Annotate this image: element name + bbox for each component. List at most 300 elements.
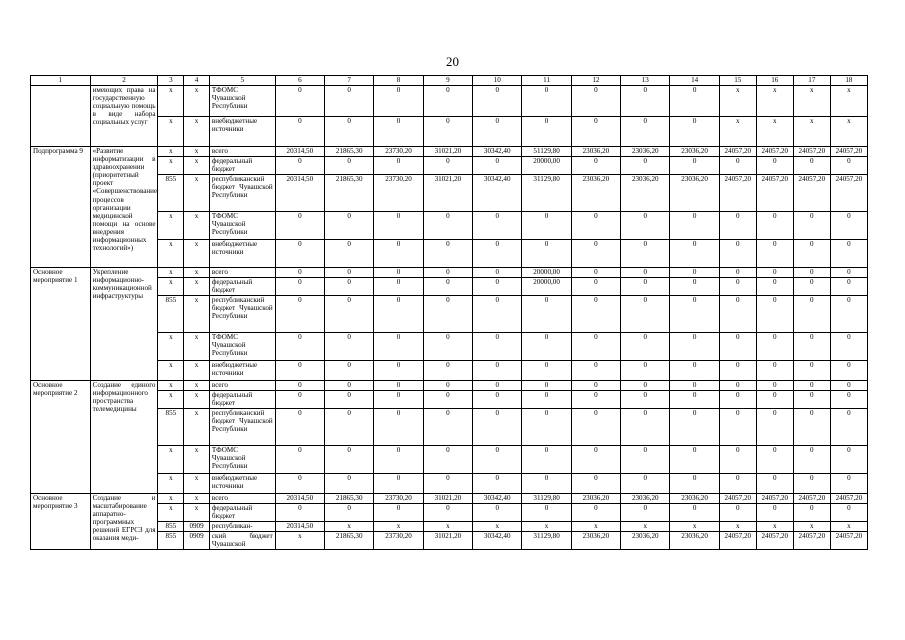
code-rzpr-cell: x [184, 278, 210, 296]
value-cell: 0 [621, 296, 670, 333]
value-cell: 0 [670, 268, 719, 278]
code-grbs-cell: x [158, 474, 184, 494]
value-cell: 24057,20 [793, 147, 830, 157]
code-rzpr-cell: x [184, 504, 210, 522]
value-cell: 23036,20 [571, 147, 620, 157]
value-cell: 23730,20 [374, 494, 423, 504]
value-cell: 0 [830, 278, 867, 296]
value-cell: x [374, 522, 423, 532]
funding-source-cell: ТФОМС Чувашской Республики [209, 446, 275, 474]
value-cell: 0 [719, 212, 756, 240]
code-rzpr-cell: x [184, 494, 210, 504]
value-cell: 0 [473, 446, 522, 474]
value-cell: 0 [275, 278, 324, 296]
table-row [31, 86, 868, 117]
value-cell: 21865,30 [325, 147, 374, 157]
value-cell: 0 [571, 212, 620, 240]
value-cell: 0 [473, 474, 522, 494]
value-cell: 0 [571, 240, 620, 268]
value-cell: 0 [374, 391, 423, 409]
value-cell: 0 [275, 409, 324, 446]
value-cell: 0 [830, 157, 867, 175]
value-cell: 0 [374, 117, 423, 147]
value-cell: 20000,00 [522, 268, 571, 278]
value-cell: 0 [374, 381, 423, 391]
code-grbs-cell: x [158, 361, 184, 381]
value-cell: 0 [621, 474, 670, 494]
value-cell: 0 [325, 86, 374, 117]
value-cell: 0 [522, 381, 571, 391]
value-cell: 0 [571, 117, 620, 147]
value-cell: x [325, 522, 374, 532]
code-grbs-cell: x [158, 157, 184, 175]
value-cell: 24057,20 [719, 147, 756, 157]
value-cell: 0 [325, 268, 374, 278]
value-cell: 0 [670, 157, 719, 175]
budget-table [30, 75, 868, 550]
value-cell: 0 [522, 117, 571, 147]
column-header: 13 [621, 76, 670, 86]
value-cell: 0 [719, 268, 756, 278]
value-cell: 0 [473, 381, 522, 391]
column-header: 12 [571, 76, 620, 86]
funding-source-cell: внебюджетные источники [209, 117, 275, 147]
value-cell: 0 [670, 391, 719, 409]
value-cell: x [423, 522, 472, 532]
value-cell: 0 [830, 212, 867, 240]
value-cell: 20314,50 [275, 175, 324, 212]
value-cell: 0 [793, 240, 830, 268]
value-cell: 0 [621, 278, 670, 296]
value-cell: x [830, 117, 867, 147]
value-cell: 0 [830, 381, 867, 391]
value-cell: 51129,80 [522, 147, 571, 157]
value-cell: 0 [275, 391, 324, 409]
funding-source-cell: всего [209, 268, 275, 278]
code-rzpr-cell: x [184, 240, 210, 268]
funding-source-cell: республиканский бюджет Чувашской Республики [209, 409, 275, 446]
value-cell: 0 [473, 296, 522, 333]
value-cell: 0 [621, 240, 670, 268]
code-grbs-cell: x [158, 268, 184, 278]
program-name-cell: Создание и масштабирование аппаратно-программных решений ЕГРСЗ для оказания меди- [90, 494, 158, 550]
value-cell: 24057,20 [793, 494, 830, 504]
value-cell: x [621, 522, 670, 532]
value-cell: 0 [473, 409, 522, 446]
value-cell: 0 [719, 278, 756, 296]
value-cell: 0 [473, 117, 522, 147]
value-cell: 20314,50 [275, 522, 324, 532]
code-grbs-cell: x [158, 381, 184, 391]
value-cell: 0 [374, 240, 423, 268]
table-row [31, 147, 868, 157]
value-cell: 0 [719, 333, 756, 361]
value-cell: 0 [621, 446, 670, 474]
value-cell: 0 [670, 240, 719, 268]
value-cell: 0 [571, 391, 620, 409]
value-cell: 0 [621, 409, 670, 446]
value-cell: x [793, 117, 830, 147]
value-cell: 23036,20 [621, 532, 670, 550]
column-header: 1 [31, 76, 91, 86]
value-cell: 0 [423, 361, 472, 381]
value-cell: 0 [571, 381, 620, 391]
value-cell: 0 [522, 296, 571, 333]
value-cell: 24057,20 [756, 532, 793, 550]
value-cell: 0 [374, 361, 423, 381]
column-header: 15 [719, 76, 756, 86]
value-cell: 0 [670, 117, 719, 147]
code-rzpr-cell: x [184, 409, 210, 446]
value-cell: 0 [793, 278, 830, 296]
value-cell: 31129,80 [522, 494, 571, 504]
value-cell: 0 [473, 212, 522, 240]
value-cell: 0 [793, 268, 830, 278]
code-grbs-cell: x [158, 494, 184, 504]
value-cell: 0 [670, 381, 719, 391]
value-cell: 0 [423, 409, 472, 446]
value-cell: 0 [621, 86, 670, 117]
value-cell: 0 [325, 157, 374, 175]
column-header: 2 [90, 76, 158, 86]
column-header: 7 [325, 76, 374, 86]
value-cell: 0 [522, 212, 571, 240]
value-cell: 0 [374, 212, 423, 240]
funding-source-cell: внебюджетные источники [209, 474, 275, 494]
value-cell: 21865,30 [325, 494, 374, 504]
value-cell: 0 [621, 381, 670, 391]
code-grbs-cell: 855 [158, 522, 184, 532]
code-rzpr-cell: x [184, 268, 210, 278]
value-cell: x [756, 117, 793, 147]
funding-source-cell: федеральный бюджет [209, 504, 275, 522]
table-row [31, 494, 868, 504]
value-cell: 20314,50 [275, 147, 324, 157]
value-cell: 0 [473, 157, 522, 175]
value-cell: 0 [670, 409, 719, 446]
value-cell: 0 [756, 391, 793, 409]
value-cell: 0 [670, 333, 719, 361]
code-grbs-cell: x [158, 240, 184, 268]
value-cell: 0 [830, 333, 867, 361]
value-cell: 0 [670, 296, 719, 333]
value-cell: 0 [830, 504, 867, 522]
funding-source-cell: республиканский бюджет Чувашской Республики [209, 175, 275, 212]
code-grbs-cell: x [158, 147, 184, 157]
code-rzpr-cell: x [184, 474, 210, 494]
value-cell: 0 [423, 278, 472, 296]
value-cell: 0 [670, 446, 719, 474]
value-cell: 23036,20 [670, 147, 719, 157]
program-cell: Основное мероприятие 1 [31, 268, 91, 381]
value-cell: 0 [756, 446, 793, 474]
value-cell: 0 [325, 117, 374, 147]
value-cell: 0 [793, 446, 830, 474]
value-cell: 0 [374, 504, 423, 522]
code-rzpr-cell: x [184, 296, 210, 333]
value-cell: 0 [756, 240, 793, 268]
value-cell: 0 [473, 504, 522, 522]
value-cell: 0 [830, 240, 867, 268]
value-cell: 0 [793, 474, 830, 494]
value-cell: 21865,30 [325, 532, 374, 550]
value-cell: 0 [756, 157, 793, 175]
value-cell: 0 [275, 268, 324, 278]
column-header: 18 [830, 76, 867, 86]
code-grbs-cell: x [158, 278, 184, 296]
value-cell: 23036,20 [621, 147, 670, 157]
value-cell: 0 [756, 212, 793, 240]
value-cell: 0 [830, 268, 867, 278]
program-name-cell: Создание единого информационного пространства телемедицины [90, 381, 158, 494]
value-cell: 0 [325, 361, 374, 381]
value-cell: x [473, 522, 522, 532]
funding-source-cell: всего [209, 381, 275, 391]
value-cell: x [275, 532, 324, 550]
value-cell: 0 [374, 409, 423, 446]
value-cell: 0 [793, 212, 830, 240]
value-cell: 24057,20 [830, 494, 867, 504]
column-header: 9 [423, 76, 472, 86]
code-grbs-cell: x [158, 117, 184, 147]
code-rzpr-cell: x [184, 175, 210, 212]
code-rzpr-cell: x [184, 361, 210, 381]
value-cell: 30342,40 [473, 494, 522, 504]
value-cell: 0 [325, 333, 374, 361]
value-cell: 24057,20 [719, 532, 756, 550]
code-rzpr-cell: x [184, 391, 210, 409]
value-cell: 0 [719, 240, 756, 268]
funding-source-cell: ский бюджет Чувашской [209, 532, 275, 550]
value-cell: 0 [423, 117, 472, 147]
column-header: 5 [209, 76, 275, 86]
value-cell: 20314,50 [275, 494, 324, 504]
program-name-cell: имеющих права на государственную социальную помощь в виде набора социальных услуг [90, 86, 158, 147]
value-cell: 0 [756, 504, 793, 522]
program-name-cell: «Развитие информатизации в здравоохранении (приоритетный проект «Совершенствование процессов организации медицинской помощи на основе внедрения информационных технологий») [90, 147, 158, 268]
value-cell: 31021,20 [423, 147, 472, 157]
value-cell: 0 [571, 157, 620, 175]
value-cell: 30342,40 [473, 532, 522, 550]
value-cell: 0 [374, 157, 423, 175]
value-cell: 23730,20 [374, 532, 423, 550]
value-cell: 0 [756, 333, 793, 361]
value-cell: 0 [719, 361, 756, 381]
funding-source-cell: всего [209, 147, 275, 157]
code-rzpr-cell: x [184, 381, 210, 391]
value-cell: x [719, 86, 756, 117]
value-cell: 0 [793, 391, 830, 409]
value-cell: 0 [522, 474, 571, 494]
code-rzpr-cell: x [184, 147, 210, 157]
value-cell: 20000,00 [522, 157, 571, 175]
value-cell: 0 [473, 333, 522, 361]
value-cell: 0 [275, 157, 324, 175]
code-grbs-cell: 855 [158, 409, 184, 446]
funding-source-cell: ТФОМС Чувашской Республики [209, 86, 275, 117]
code-grbs-cell: 855 [158, 532, 184, 550]
value-cell: 0 [719, 446, 756, 474]
value-cell: 31021,20 [423, 494, 472, 504]
funding-source-cell: ТФОМС Чувашской Республики [209, 333, 275, 361]
value-cell: 0 [473, 361, 522, 381]
value-cell: 0 [325, 504, 374, 522]
funding-source-cell: республиканский бюджет Чувашской Республики [209, 296, 275, 333]
funding-source-cell: федеральный бюджет [209, 157, 275, 175]
value-cell: 0 [522, 361, 571, 381]
funding-source-cell: ТФОМС Чувашской Республики [209, 212, 275, 240]
value-cell: 0 [793, 504, 830, 522]
value-cell: 23036,20 [621, 494, 670, 504]
value-cell: 0 [793, 333, 830, 361]
value-cell: 24057,20 [793, 175, 830, 212]
value-cell: 0 [325, 212, 374, 240]
value-cell: 0 [275, 474, 324, 494]
value-cell: 0 [571, 296, 620, 333]
value-cell: 0 [522, 86, 571, 117]
value-cell: 0 [423, 296, 472, 333]
value-cell: 0 [621, 117, 670, 147]
value-cell: 0 [670, 361, 719, 381]
value-cell: 20000,00 [522, 278, 571, 296]
value-cell: 0 [830, 361, 867, 381]
table-row [31, 268, 868, 278]
value-cell: 31129,80 [522, 532, 571, 550]
value-cell: 0 [621, 268, 670, 278]
value-cell: 0 [325, 296, 374, 333]
value-cell: 0 [522, 391, 571, 409]
value-cell: 24057,20 [756, 147, 793, 157]
value-cell: 0 [571, 333, 620, 361]
program-cell: Основное мероприятие 2 [31, 381, 91, 494]
value-cell: 24057,20 [719, 175, 756, 212]
value-cell: 24057,20 [719, 494, 756, 504]
code-grbs-cell: x [158, 212, 184, 240]
value-cell: 24057,20 [756, 175, 793, 212]
code-rzpr-cell: x [184, 333, 210, 361]
page-number: 20 [446, 54, 459, 69]
value-cell: 0 [325, 474, 374, 494]
value-cell: 0 [571, 474, 620, 494]
code-rzpr-cell: 0909 [184, 522, 210, 532]
value-cell: 23036,20 [571, 175, 620, 212]
value-cell: 0 [275, 361, 324, 381]
value-cell: 24057,20 [830, 175, 867, 212]
value-cell: 0 [830, 391, 867, 409]
column-header: 14 [670, 76, 719, 86]
value-cell: 0 [522, 504, 571, 522]
value-cell: 0 [423, 86, 472, 117]
value-cell: 0 [756, 409, 793, 446]
value-cell: 24057,20 [756, 494, 793, 504]
value-cell: 0 [719, 381, 756, 391]
value-cell: 0 [756, 361, 793, 381]
value-cell: 0 [793, 157, 830, 175]
value-cell: 0 [830, 446, 867, 474]
value-cell: 0 [522, 409, 571, 446]
table-row [31, 381, 868, 391]
funding-source-cell: всего [209, 494, 275, 504]
value-cell: 24057,20 [793, 532, 830, 550]
value-cell: 0 [325, 381, 374, 391]
value-cell: 0 [275, 240, 324, 268]
value-cell: 0 [325, 446, 374, 474]
funding-source-cell: республикан- [209, 522, 275, 532]
value-cell: 23036,20 [670, 175, 719, 212]
value-cell: 0 [423, 333, 472, 361]
funding-source-cell: внебюджетные источники [209, 240, 275, 268]
code-grbs-cell: x [158, 446, 184, 474]
value-cell: 0 [473, 278, 522, 296]
value-cell: 0 [621, 391, 670, 409]
value-cell: 0 [571, 361, 620, 381]
code-rzpr-cell: x [184, 117, 210, 147]
funding-source-cell: федеральный бюджет [209, 278, 275, 296]
value-cell: 0 [325, 391, 374, 409]
value-cell: 0 [793, 361, 830, 381]
value-cell: 31129,80 [522, 175, 571, 212]
value-cell: x [571, 522, 620, 532]
code-rzpr-cell: x [184, 212, 210, 240]
value-cell: 23036,20 [571, 532, 620, 550]
value-cell: 0 [719, 504, 756, 522]
value-cell: 0 [571, 86, 620, 117]
value-cell: 0 [670, 504, 719, 522]
value-cell: 0 [374, 446, 423, 474]
value-cell: 0 [756, 278, 793, 296]
value-cell: 0 [473, 240, 522, 268]
value-cell: 0 [423, 474, 472, 494]
column-header: 4 [184, 76, 210, 86]
column-header: 8 [374, 76, 423, 86]
value-cell: 0 [571, 278, 620, 296]
value-cell: 0 [325, 240, 374, 268]
value-cell: x [670, 522, 719, 532]
value-cell: 23730,20 [374, 147, 423, 157]
value-cell: 0 [621, 333, 670, 361]
value-cell: 0 [793, 409, 830, 446]
value-cell: 0 [670, 474, 719, 494]
value-cell: 0 [621, 361, 670, 381]
code-rzpr-cell: 0909 [184, 532, 210, 550]
value-cell: 0 [571, 504, 620, 522]
value-cell: 0 [621, 212, 670, 240]
value-cell: 0 [275, 212, 324, 240]
program-cell: Основное мероприятие 3 [31, 494, 91, 550]
value-cell: x [719, 522, 756, 532]
code-grbs-cell: x [158, 391, 184, 409]
column-header: 10 [473, 76, 522, 86]
value-cell: 0 [670, 86, 719, 117]
value-cell: 0 [374, 474, 423, 494]
value-cell: 0 [423, 381, 472, 391]
value-cell: 31021,20 [423, 532, 472, 550]
value-cell: 0 [719, 157, 756, 175]
value-cell: 0 [473, 86, 522, 117]
program-cell: Подпрограмма 9 [31, 147, 91, 268]
value-cell: 0 [719, 296, 756, 333]
column-header: 6 [275, 76, 324, 86]
value-cell: 0 [275, 296, 324, 333]
code-rzpr-cell: x [184, 157, 210, 175]
code-rzpr-cell: x [184, 446, 210, 474]
value-cell: 0 [275, 381, 324, 391]
value-cell: 0 [374, 278, 423, 296]
code-grbs-cell: x [158, 504, 184, 522]
value-cell: 21865,30 [325, 175, 374, 212]
code-grbs-cell: x [158, 86, 184, 117]
value-cell: 0 [275, 446, 324, 474]
